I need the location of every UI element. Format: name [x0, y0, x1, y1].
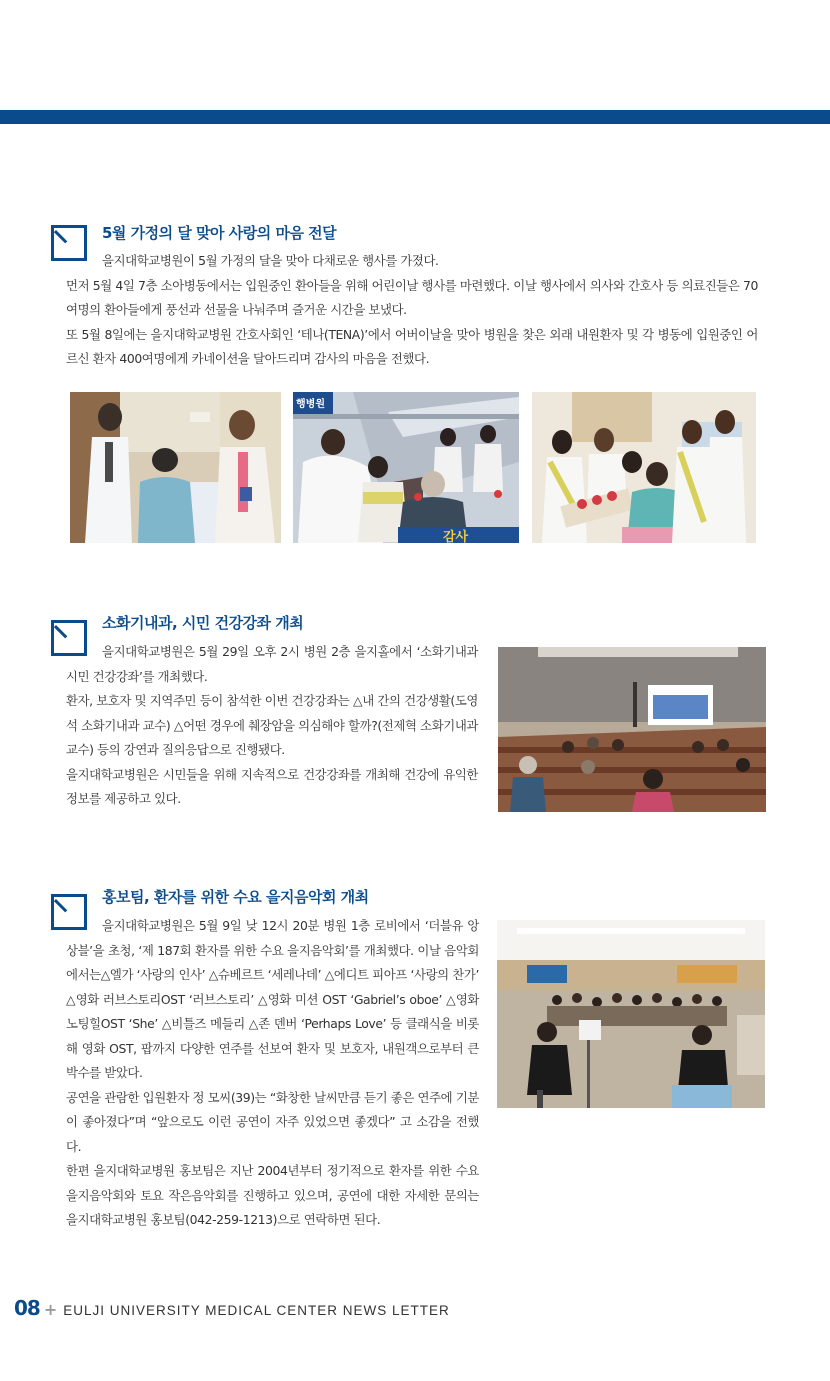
header-band: [0, 110, 830, 124]
page-number: 08: [14, 1296, 40, 1320]
section-3-title: 홍보팀, 환자를 위한 수요 을지음악회 개최: [102, 888, 369, 906]
plus-icon: +: [43, 1300, 58, 1319]
photo-2-banner: 감사: [443, 530, 469, 543]
section-3-paragraph: 공연을 관람한 입원환자 정 모씨(39)는 “화창한 날씨만큼 듣기 좋은 연주에 기분이 좋아졌다”며 “앞으로도 이런 공연이 자주 있었으면 좋겠다” 고 소감을 전했다.: [66, 1089, 479, 1154]
page-footer: [14, 1296, 450, 1318]
section-1-paragraph: 또 5월 8일에는 을지대학교병원 간호사회인 ‘테나(TENA)’에서 어버이날을 맞아 병원을 찾은 외래 내원환자 및 각 병동에 입원중인 어르신 환자 400여명에게 카네이션을 달아드리며 감사의 마음을 전했다.: [66, 326, 758, 366]
section-2-body: [66, 640, 478, 812]
section-1-paragraph: 을지대학교병원이 5월 가정의 달을 맞아 다채로운 행사를 가졌다.: [102, 253, 439, 268]
photo-health-lecture: [498, 647, 766, 812]
photo-lobby-concert: [497, 920, 765, 1108]
section-2-paragraph: 을지대학교병원은 시민들을 위해 지속적으로 건강강좌를 개최해 건강에 유익한 정보를 제공하고 있다.: [66, 766, 478, 806]
section-3-body: [66, 914, 479, 1233]
section-2-title: 소화기내과, 시민 건강강좌 개최: [102, 614, 304, 632]
section-2-paragraph: 환자, 보호자 및 지역주민 등이 참석한 이번 건강강좌는 △내 간의 건강생활(도영석 소화기내과 교수) △어떤 경우에 췌장암을 의심해야 할까?(전제혁 소화기내과 교수) 등의 강연과 질의응답으로 진행됐다.: [66, 693, 478, 757]
photo-nurses-with-patient: [532, 392, 756, 543]
section-3-paragraph: 한편 을지대학교병원 홍보팀은 지난 2004년부터 정기적으로 환자를 위한 수요 을지음악회와 토요 작은음악회를 진행하고 있으며, 공연에 대한 자세한 문의는 을지대학교병원 홍보팀(042-259-1213)으로 연락하면 된다.: [66, 1163, 479, 1227]
section-3-paragraph: 을지대학교병원은 5월 9일 낮 12시 20분 병원 1층 로비에서 ‘더블유 앙상블’을 초청, ‘제 187회 환자를 위한 수요 을지음악회’를 개최했다. 이날 음악회에서는△엘가 ‘사랑의 인사’ △슈베르트 ‘세레나데’ △에디트 피아프 ‘사랑의 찬가’ △영화 러브스토리OST ‘러브스토리’ △영화 미션 OST ‘Gabriel’s oboe’ △영화 노팅힐OST ‘She’ △비틀즈 메들리 △존 덴버 ‘Perhaps Love’ 등 클래식을 비롯해 영화 OST, 팝까지 다양한 연주를 선보여 환자 및 보호자, 내원객으로부터 큰 박수를 받았다.: [66, 918, 479, 1080]
photo-2-sign: 행병원: [296, 399, 325, 410]
section-1-body: [66, 249, 758, 372]
photo-lobby-carnations: [293, 392, 519, 543]
publication-name: EULJI UNIVERSITY MEDICAL CENTER NEWS LETTER: [63, 1303, 450, 1318]
section-1-title: 5월 가정의 달 맞아 사랑의 마음 전달: [102, 224, 337, 242]
photo-pediatric-ward: [70, 392, 281, 543]
section-2-paragraph: 을지대학교병원은 5월 29일 오후 2시 병원 2층 을지홀에서 ‘소화기내과 시민 건강강좌’를 개최했다.: [66, 644, 478, 684]
section-1-paragraph: 먼저 5월 4일 7층 소아병동에서는 입원중인 환아들을 위해 어린이날 행사를 마련했다. 이날 행사에서 의사와 간호사 등 의료진들은 70여명의 환아들에게 풍선과 선물을 나눠주며 즐거운 시간을 보냈다.: [66, 277, 758, 317]
